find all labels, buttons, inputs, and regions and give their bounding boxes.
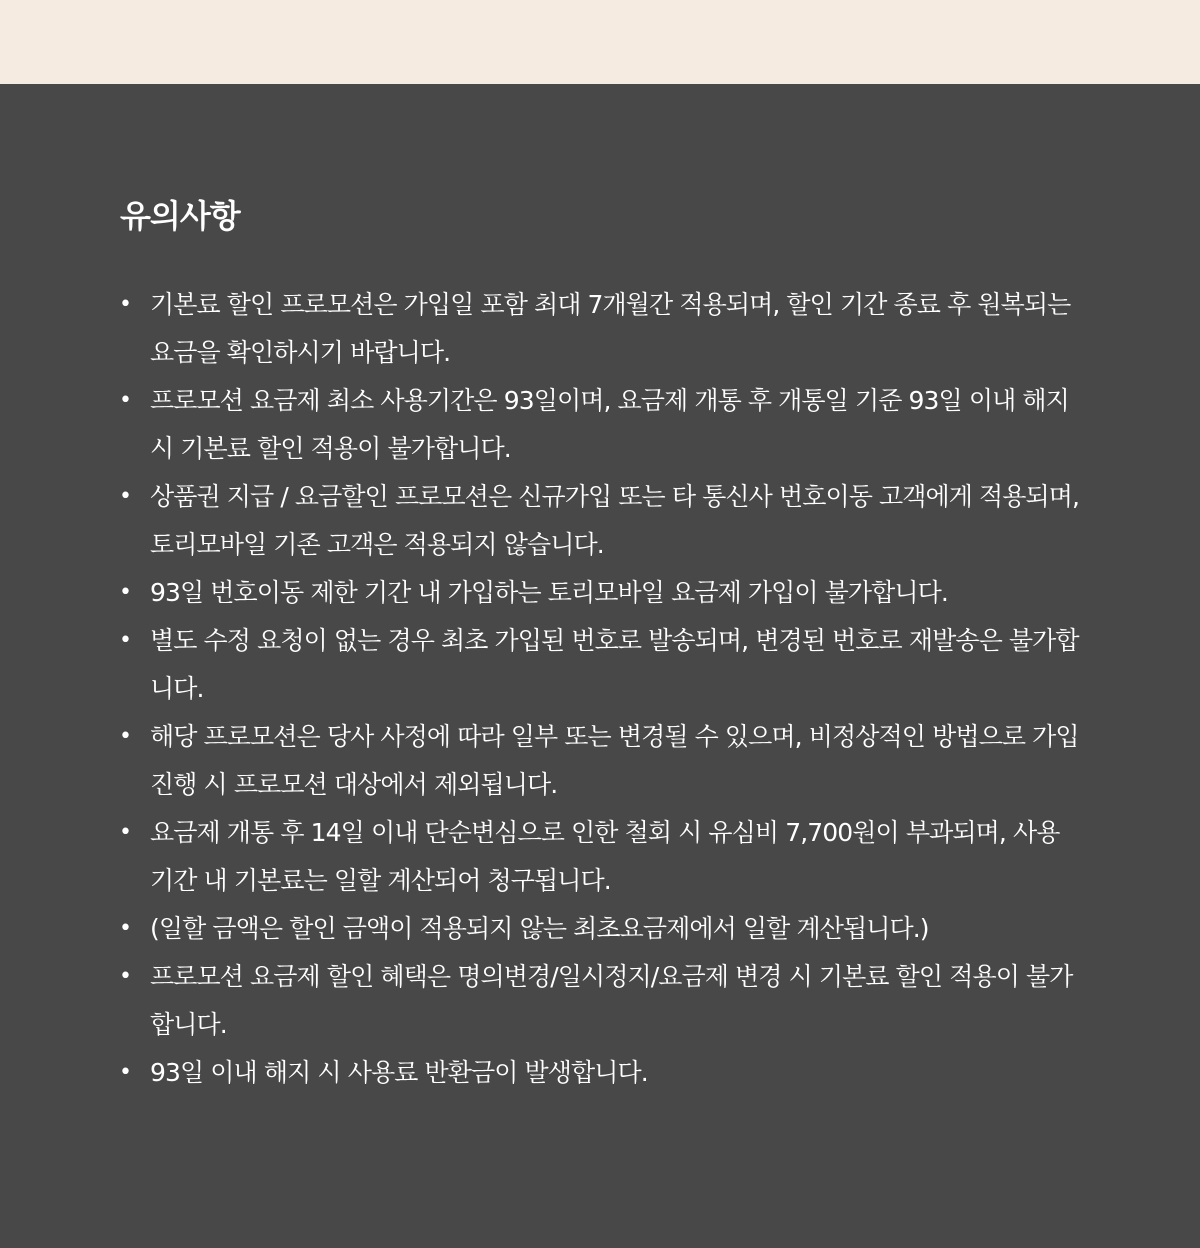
bullet-icon: • [118, 820, 132, 845]
bullet-icon: • [118, 916, 132, 941]
notice-item-text: 요금제 개통 후 14일 이내 단순변심으로 인한 철회 시 유심비 7,700원이 부과되며, 사용기간 내 기본료는 일할 계산되어 청구됩니다. [150, 818, 1060, 895]
notice-item [118, 905, 1080, 953]
notice-item-text: 93일 번호이동 제한 기간 내 가입하는 토리모바일 요금제 가입이 불가합니다. [150, 578, 948, 607]
notice-item-text: 기본료 할인 프로모션은 가입일 포함 최대 7개월간 적용되며, 할인 기간 종료 후 원복되는 요금을 확인하시기 바랍니다. [150, 290, 1071, 367]
top-color-band [0, 0, 1200, 84]
bullet-icon: • [118, 964, 132, 989]
bullet-icon: • [118, 292, 132, 317]
notice-item-text: 해당 프로모션은 당사 사정에 따라 일부 또는 변경될 수 있으며, 비정상적인 방법으로 가입 진행 시 프로모션 대상에서 제외됩니다. [150, 722, 1079, 799]
notice-item [118, 809, 1080, 905]
notice-item [118, 569, 1080, 617]
notice-item-text: 프로모션 요금제 최소 사용기간은 93일이며, 요금제 개통 후 개통일 기준 93일 이내 해지 시 기본료 할인 적용이 불가합니다. [150, 386, 1069, 463]
notice-section [0, 84, 1200, 1248]
notice-title: 유의사항 [120, 197, 240, 235]
notice-item [118, 713, 1080, 809]
bullet-icon: • [118, 580, 132, 605]
notice-item [118, 377, 1080, 473]
notice-item-text: 별도 수정 요청이 없는 경우 최초 가입된 번호로 발송되며, 변경된 번호로 재발송은 불가합니다. [150, 626, 1079, 703]
notice-item [118, 617, 1080, 713]
bullet-icon: • [118, 484, 132, 509]
notice-item [118, 953, 1080, 1049]
bullet-icon: • [118, 1060, 132, 1085]
bullet-icon: • [118, 628, 132, 653]
notice-item [118, 473, 1080, 569]
notice-item-text: 상품권 지급 / 요금할인 프로모션은 신규가입 또는 타 통신사 번호이동 고객에게 적용되며, 토리모바일 기존 고객은 적용되지 않습니다. [150, 482, 1080, 559]
notice-item-text: 93일 이내 해지 시 사용료 반환금이 발생합니다. [150, 1058, 648, 1087]
bullet-icon: • [118, 388, 132, 413]
notice-item [118, 1049, 1080, 1097]
notice-item-text: 프로모션 요금제 할인 혜택은 명의변경/일시정지/요금제 변경 시 기본료 할인 적용이 불가합니다. [150, 962, 1073, 1039]
notice-list [118, 281, 1080, 1097]
bullet-icon: • [118, 724, 132, 749]
notice-item-text: (일할 금액은 할인 금액이 적용되지 않는 최초요금제에서 일할 계산됩니다.) [150, 914, 929, 943]
notice-item [118, 281, 1080, 377]
